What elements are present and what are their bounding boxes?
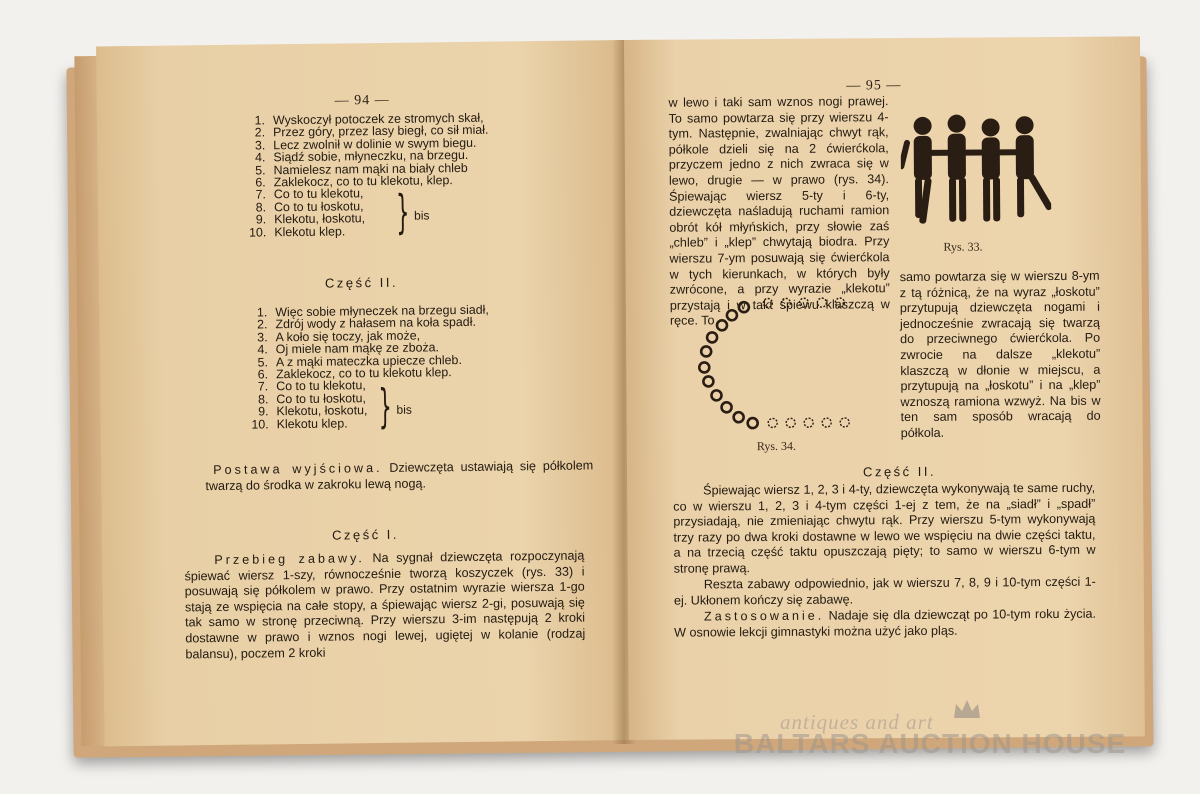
verse-number: 3. [254, 138, 266, 153]
watermark-line2: BALTARS AUCTION HOUSE [733, 728, 1127, 759]
dancer-position-mark [727, 310, 737, 320]
verse-text: Przez góry, przez lasy biegł, co sił miał. [273, 123, 489, 140]
dancer-position-mark [711, 390, 721, 400]
girl-figure-1 [900, 117, 932, 224]
zastosowanie-paragraph [674, 607, 1096, 641]
dancer-position-mark [817, 298, 826, 307]
dancer-position-mark [781, 298, 790, 307]
postawa-label: Postawa wyjściowa. [213, 460, 383, 478]
verse-text: Zaklekocz, co to tu klekotu, klep. [273, 173, 453, 190]
figure-34-diagram [682, 292, 889, 433]
verse-number: 7. [257, 379, 269, 394]
dancer-position-mark [707, 332, 717, 342]
zastosowanie-text: Nadaje się dla dziewcząt po 10-tym roku życia. W osnowie lekcji gimnastyki można użyć jako pląs. [674, 606, 1097, 640]
verse-number: 2. [257, 317, 268, 332]
verse-text: Oj miele nam mąkę ze zboża. [275, 340, 440, 357]
verse-text: Klekotu klep. [276, 415, 348, 431]
page-number-95: — 95 — [846, 78, 902, 94]
verse-text: A koło się toczy, jak może, [275, 328, 421, 345]
dancer-position-mark [786, 418, 795, 427]
zastosowanie-label: Zastosowanie. [703, 608, 825, 624]
crown-icon [952, 698, 982, 720]
part2-paragraph: Śpiewając wiersz 1, 2, 3 i 4-ty, dziewczęta wykonywają te same ruchy, co w wierszu 1, 2, 3 i 4-tym części 1-ej z tem, że na „siadł” i „spadł” przysiadają, nie zmieniając chwytu rąk. Przy wierszu 5-tym wykonywają trzy razy po dwa kroki dostawne w lewo we wspięciu na dwie części taktu, a na trzecią część taktu opuszczają pięty; to samo w wierszu 6-tym w stronę prawą. [673, 480, 1096, 576]
left-page [96, 40, 633, 746]
section-heading-part2: Część II. [324, 274, 399, 291]
verse-text: Namielesz nam mąki na biały chleb [273, 160, 468, 177]
part1-verse-list [247, 112, 490, 239]
dancer-position-mark [835, 298, 844, 307]
dancer-position-mark [722, 402, 732, 412]
verse-number: 4. [254, 150, 266, 165]
verse-text: Wyskoczył potoczek ze stromych skał, [272, 110, 484, 128]
postawa-paragraph [205, 458, 593, 494]
dancer-position-mark [717, 320, 727, 330]
figure-33-illustration [900, 109, 1051, 232]
section-heading-part1: Część I. [331, 526, 400, 543]
verse-number: 6. [257, 367, 269, 382]
verse-number: 8. [257, 392, 269, 407]
right-page [624, 36, 1145, 740]
verse-text: Klekotu klep. [274, 223, 346, 239]
dancer-position-mark [701, 346, 711, 356]
dancer-position-mark [734, 412, 744, 422]
verse-number: 7. [255, 187, 266, 202]
reszta-paragraph: Reszta zabawy odpowiednio, jak w wierszu 7, 8, 9 i 10-tym części 1-ej. Ukłonem kończy się zabawę. [673, 574, 1096, 608]
figure-34-caption: Rys. 34. [756, 438, 797, 454]
verse-text: Klekotu, łoskotu, [274, 211, 366, 227]
dancer-position-mark [739, 302, 749, 312]
verse-number: 1. [254, 113, 266, 128]
dancer-position-mark [699, 362, 709, 372]
verse-number: 5. [255, 162, 266, 178]
verse-text: Lecz zwolnił w dolinie w swym biegu. [273, 135, 477, 153]
dancer-position-mark [822, 418, 831, 427]
page-number-94: — 94 — [334, 92, 390, 109]
dancer-position-mark [768, 418, 777, 427]
verse-text: Co to tu klekotu, [276, 378, 366, 394]
bis-brace: } [395, 184, 410, 239]
joined-arms [929, 149, 1021, 156]
verse-number: 2. [254, 125, 266, 140]
verse-number: 3. [257, 330, 268, 345]
verse-number: 9. [258, 404, 269, 419]
bis-label-2: bis [396, 402, 412, 417]
part2-verse-list [249, 302, 490, 434]
bis-brace-2: } [378, 378, 393, 434]
verse-text: Co to tu łoskotu, [273, 198, 364, 215]
girl-figure-4 [1016, 116, 1052, 217]
dancer-position-mark [748, 418, 758, 428]
verse-text: Co to tu klekotu, [273, 186, 364, 202]
dancer-position-mark [804, 418, 813, 427]
verse-number: 6. [255, 175, 266, 190]
fig34-side-paragraph: samo powtarza się w wierszu 8-ym z tą różnicą, że na wyraz „łoskotu” przytupują dziewczęta nogami i jednocześnie zwracają się twarzą do przeciwnego ćwierćkola. Po zwrocie na dalsze „klekotu” klaszczą w dłonie w miejscu, a przytupują na „łoskotu” i na „klep” wznoszą ramiona wzwyż. Na bis w ten sam sposób wracają do półkola. [899, 268, 1101, 441]
przebieg-paragraph [184, 549, 585, 663]
verse-number: 8. [255, 200, 267, 215]
verse-text: Klekotu, łoskotu, [276, 403, 368, 419]
watermark-line1: antiques and art [780, 710, 934, 734]
verse-line [248, 223, 489, 238]
verse-number: 9. [255, 212, 267, 227]
verse-text: Siądź sobie, młyneczku, na brzegu. [273, 148, 469, 165]
verse-text: Co to tu łoskotu, [276, 390, 366, 407]
bis-label: bis [414, 208, 430, 223]
postawa-text: Dziewczęta ustawiają się półkolem twarzą do środka w zakroku lewą nogą. [205, 458, 594, 493]
verse-number: 10. [248, 224, 267, 240]
przebieg-text: Na sygnał dziewczęta rozpoczynają śpiewać wiersz 1-szy, równocześnie tworzą koszyczek (rys. 33) i posuwają się półkolem w prawo. Przy ostatnim wyrazie wiersza 1-go stają ze wspięcia na całe stopy, a śpiewając wiersz 2-gi, posuwają się tak samo w stronę przeciwną. Przy wierszu 3-im następują 2 kroki dostawne w prawo i wznos nogi lewej, ugiętej w kolanie (rodzaj balansu), poczem 2 kroki [184, 548, 586, 661]
dancer-position-mark [763, 298, 772, 307]
przebieg-label: Przebieg zabawy. [214, 551, 365, 568]
verse-text: Zaklekocz, co to tu klekotu klep. [275, 365, 452, 382]
section-heading-part2-right: Część II. [862, 463, 937, 480]
verse-number: 10. [251, 416, 269, 432]
verse-text: A z mąki mateczka upiecze chleb. [275, 352, 462, 369]
verse-line [251, 415, 491, 430]
girl-figure-2 [948, 115, 967, 222]
verse-number: 5. [257, 354, 268, 370]
top-paragraph: w lewo i taki sam wznos nogi prawej. To samo powtarza się przy wierszu 4-tym. Następnie, zwalniając chwyt rąk, półkole dzieli się na 2 ćwierćkola, przyczem jedno z nich zwraca się w lewo, drugie — w prawo (rys. 34). Śpiewając wiersz 5-ty i 6-ty, dziewczęta naśladują ruchami ramion obrót kół młyńskich, przy słowie zaś „chleb” i „klep” chwytają biodra. Przy wierszu 7-ym posuwają się ćwierćkola w tych kierunkach, w których były zwrócone, a przy wyrazie „klekotu” przystają i w takt śpiewu klaszczą w ręce. To [668, 94, 890, 328]
girl-figure-3 [982, 118, 1001, 221]
verse-number: 1. [256, 305, 268, 320]
verse-number: 4. [257, 342, 268, 357]
dancer-position-mark [840, 418, 849, 427]
dancer-position-mark [703, 376, 713, 386]
dancer-position-mark [799, 298, 808, 307]
verse-text: Więc sobie młyneczek na brzegu siadł, [275, 302, 489, 320]
figure-33-caption: Rys. 33. [943, 239, 983, 254]
verse-text: Zdrój wody z hałasem na koła spadł. [275, 315, 476, 332]
